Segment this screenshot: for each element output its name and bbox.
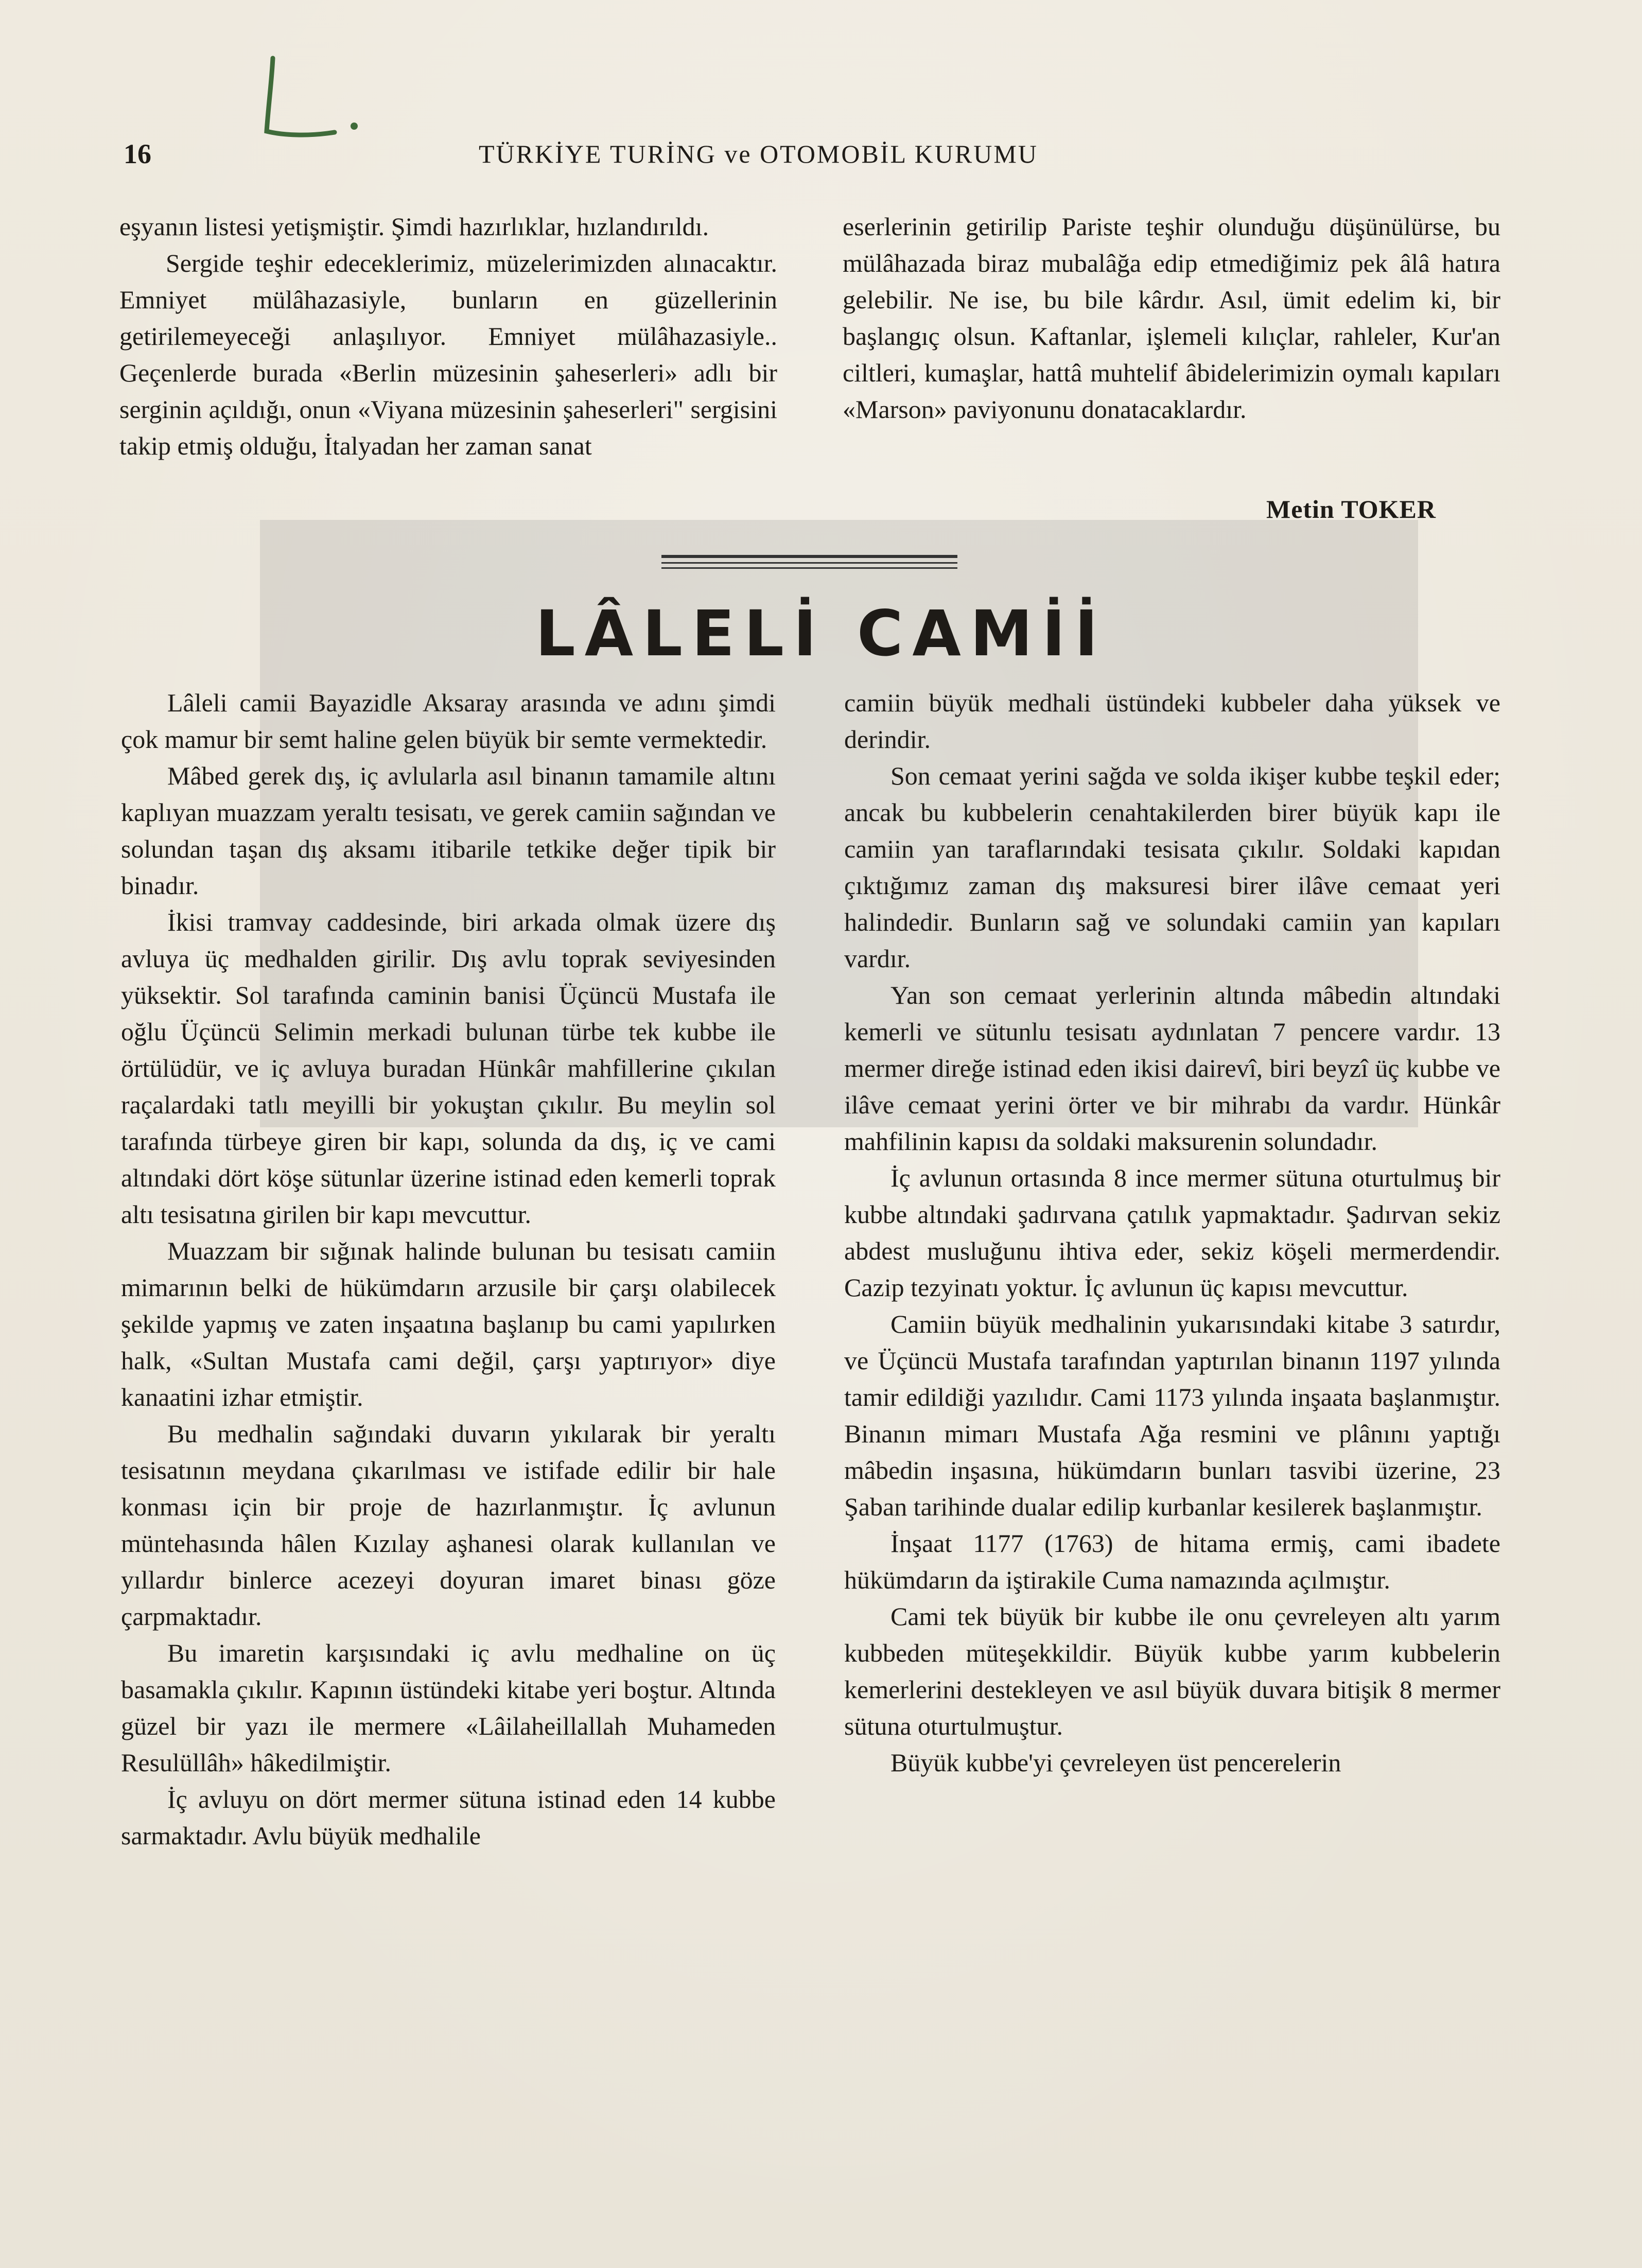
paragraph: Camiin büyük medhalinin yukarısındaki kitabe 3 satırdır, ve Üçüncü Mustafa tarafından yaptırılan binanın 1197 yılında tamir edildiği yazılıdır. Cami 1173 yılında inşaata başlanmıştır. Binanın mimarı Mustafa Ağa resmini ve plânını yaptığı mâbedin inşasına, hükümdarın bunları tasvibi üzerine, 23 Şaban tarihinde dualar edilip kurbanlar kesilerek başlanmıştır. [844, 1310, 1500, 1521]
paragraph: Lâleli camii Bayazidle Aksaray arasında ve adını şimdi çok mamur bir semt haline gelen büyük bir semte vermektedir. [121, 688, 776, 754]
paragraph: Sergide teşhir edeceklerimiz, müzelerimizden alınacaktır. Emniyet mülâhazasiyle, bunların en güzellerinin getirilemeyeceği anlaşılıyor. Emniyet mülâhazasiyle.. Geçenlerde burada «Berlin müzesinin şaheserleri» adlı bir serginin açıldığı, onun «Viyana müzesinin şaheserleri" sergisini takip etmiş olduğu, İtalyadan her zaman sanat [119, 249, 777, 460]
divider-rule [661, 562, 957, 564]
author-signature: Metin TOKER [1266, 495, 1437, 524]
paragraph: Büyük kubbe'yi çevreleyen üst pencerelerin [890, 1748, 1341, 1777]
paragraph: camiin büyük medhali üstündeki kubbeler daha yüksek ve derindir. [844, 688, 1500, 754]
article-right-column [844, 685, 1500, 1781]
paragraph: İnşaat 1177 (1763) de hitama ermiş, cami ibadete hükümdarın da iştirakile Cuma namazında açılmıştır. [844, 1529, 1500, 1594]
running-header: TÜRKİYE TURİNG ve OTOMOBİL KURUMU [479, 139, 1038, 168]
paragraph: Son cemaat yerini sağda ve solda ikişer kubbe teşkil eder; ancak bu kubbelerin cenahtakilerden birer büyük kapı ile camiin yan taraflarındaki tesisata çıkılır. Soldaki kapıdan çıktığımız zaman dış maksuresi birer ilâve cemaat yeri halindedir. Bunların sağ ve solundaki camiin yan kapıları vardır. [844, 761, 1500, 973]
page-number: 16 [124, 138, 151, 169]
article-left-column [121, 685, 776, 1854]
handwritten-mark [252, 54, 365, 152]
paragraph: eserlerinin getirilip Pariste teşhir olunduğu düşünülürse, bu mülâhazada biraz mubalâğa edip etmediğimiz pek âlâ hatıra gelebilir. Ne ise, bu bile kârdır. Asıl, ümit edelim ki, bir başlangıç olsun. Kaftanlar, işlemeli kılıçlar, rahleler, Kur'an ciltleri, kumaşlar, hattâ muhtelif âbidelerimizin oymalı kapıları «Marson» paviyonunu donatacaklardır. [843, 212, 1500, 424]
paragraph: Bu imaretin karşısındaki iç avlu medhaline on üç basamakla çıkılır. Kapının üstündeki kitabe yeri boştur. Altında güzel bir yazı ile mermere «Lâilaheillallah Muhameden Resulüllâh» hâkedilmiştir. [121, 1638, 776, 1777]
paragraph: İç avlunun ortasında 8 ince mermer sütuna oturtulmuş bir kubbe altındaki şadırvana çatılık yapmaktadır. Şadırvan sekiz abdest musluğunu ihtiva eder, sekiz köşeli mermerdendir. Cazip tezyinatı yoktur. İç avlunun üç kapısı mevcuttur. [844, 1163, 1500, 1302]
paragraph: İç avluyu on dört mermer sütuna istinad eden 14 kubbe sarmaktadır. Avlu büyük medhalile [121, 1785, 776, 1850]
article-title: LÂLELİ CAMİİ [535, 597, 1107, 670]
paragraph: Mâbed gerek dış, iç avlularla asıl binanın tamamile altını kaplıyan muazzam yeraltı tesisatı, ve gerek camiin sağından ve solundan taşan dış aksamı itibarile tetkike değer tipik bir binadır. [121, 761, 776, 900]
paragraph: Muazzam bir sığınak halinde bulunan bu tesisatı camiin mimarının belki de hükümdarın arzusile bir çarşı olabilecek şekilde yapmış ve zaten inşaatına başlanıp bu cami yapılırken halk, «Sultan Mustafa cami değil, çarşı yaptırıyor» diye kanaatini izhar etmiştir. [121, 1236, 776, 1411]
previous-article-left-column [119, 208, 777, 464]
paragraph: Cami tek büyük bir kubbe ile onu çevreleyen altı yarım kubbeden müteşekkildir. Büyük kubbe yarım kubbelerin kemerlerini destekleyen ve asıl büyük duvara bitişik 8 mermer sütuna oturtulmuştur. [844, 1602, 1500, 1740]
divider-rule [661, 555, 957, 558]
paragraph: Bu medhalin sağındaki duvarın yıkılarak bir yeraltı tesisatının meydana çıkarılması ve istifade edilir bir hale konması için bir proje de hazırlanmıştır. İç avlunun müntehasında hâlen Kızılay aşhanesi olarak kullanılan ve yıllardır binlerce acezeyi doyuran imaret binası göze çarpmaktadır. [121, 1419, 776, 1631]
paragraph: eşyanın listesi yetişmiştir. Şimdi hazırlıklar, hızlandırıldı. [119, 212, 709, 241]
previous-article-right-column [843, 208, 1500, 428]
paragraph: Yan son cemaat yerlerinin altında mâbedin altındaki kemerli ve sütunlu tesisatı aydınlatan 7 pencere vardır. 13 mermer direğe istinad eden ikisi dairevî, biri beyzî üç kubbe ve ilâve cemaat yerini örter ve bir mihrabı da vardır. Hünkâr mahfilinin kapısı da soldaki maksurenin solundadır. [844, 981, 1500, 1156]
paragraph: İkisi tramvay caddesinde, biri arkada olmak üzere dış avluya üç medhalden girilir. Dış avlu toprak seviyesinden yüksektir. Sol tarafında caminin banisi Üçüncü Mustafa ile oğlu Üçüncü Selimin merkadi bulunan türbe tek kubbe ile örtülüdür, ve iç avluya buradan Hünkâr mahfillerine çıkılan raçalardaki tatlı meyilli bir yokuştan çıkılır. Bu meylin sol tarafında türbeye giren bir kapı, solunda da dış, iç ve cami altındaki dört köşe sütunlar üzerine istinad eden kemerli toprak altı tesisatına girilen bir kapı mevcuttur. [121, 908, 776, 1229]
divider-rule [661, 567, 957, 569]
